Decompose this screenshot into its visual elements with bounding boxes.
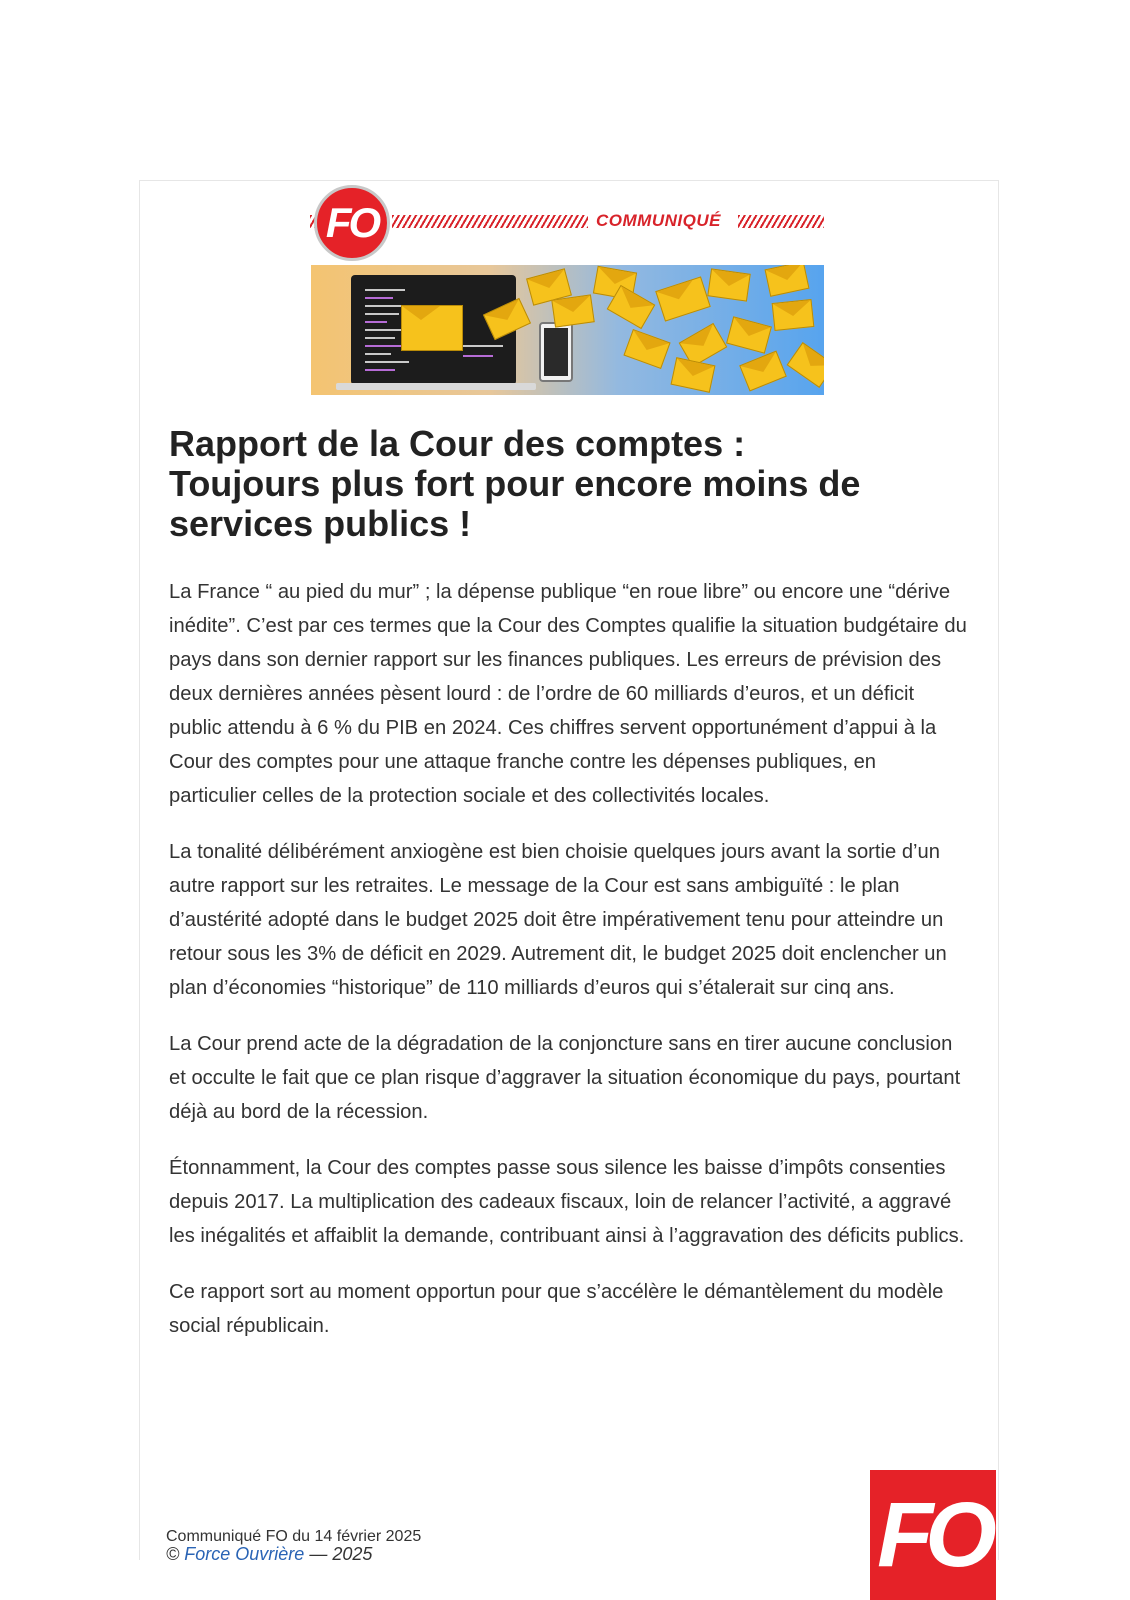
- title-line-1: Rapport de la Cour des comptes :: [169, 423, 746, 464]
- envelope-icon: [787, 342, 824, 388]
- communique-label: COMMUNIQUÉ: [596, 211, 721, 230]
- page-title: [169, 424, 969, 544]
- envelope-icon: [401, 305, 463, 351]
- envelope-icon: [551, 294, 595, 327]
- title-line-3: services publics !: [169, 503, 472, 544]
- envelope-icon: [655, 276, 711, 321]
- footer-year: — 2025: [309, 1544, 373, 1564]
- hatch-decoration: [738, 215, 824, 228]
- envelope-icon: [765, 265, 810, 297]
- communique-header: [310, 185, 825, 260]
- article-body: [169, 575, 969, 1365]
- envelope-icon: [623, 329, 670, 369]
- body-paragraph: La France “ au pied du mur” ; la dépense publique “en roue libre” ou encore une “dérive inédite”. C’est par ces termes que la Cour des Comptes qualifie la situation budgétaire du pays dans son dernier rapport sur les finances publiques. Les erreurs de prévision des deux dernières années pèsent lourd : de l’ordre de 60 milliards d’euros, et un déficit public attendu à 6 % du PIB en 2024. Ces chiffres servent opportunément d’appui à la Cour des comptes pour une attaque franche contre les dépenses publiques, en particulier celles de la protection sociale et des collectivités locales.: [169, 581, 967, 807]
- envelope-icon: [772, 299, 815, 331]
- hatch-decoration: [392, 215, 588, 228]
- phone-icon: [539, 322, 573, 382]
- body-paragraph: Ce rapport sort au moment opportun pour que s’accélère le démantèlement du modèle social républicain.: [169, 1281, 944, 1337]
- laptop-base: [336, 383, 536, 390]
- fo-circle-logo: FO: [314, 185, 390, 261]
- fo-footer-logo: FO: [870, 1470, 996, 1600]
- envelope-icon: [671, 357, 716, 393]
- copyright-symbol: ©: [166, 1544, 180, 1564]
- title-line-2: Toujours plus fort pour encore moins de: [169, 463, 861, 504]
- force-ouvriere-link[interactable]: Force Ouvrière: [184, 1544, 305, 1564]
- body-paragraph: Étonnamment, la Cour des comptes passe sous silence les baisse d’impôts consenties depuis 2017. La multiplication des cadeaux fiscaux, loin de relancer l’activité, a aggravé les inégalités et affaiblit la demande, contribuant ainsi à l’aggravation des déficits publics.: [169, 1157, 965, 1247]
- hero-illustration: [311, 265, 824, 395]
- body-paragraph: La Cour prend acte de la dégradation de la conjoncture sans en tirer aucune conclusion et occulte le fait que ce plan risque d’aggraver la situation économique du pays, pourtant déjà au bord de la récession.: [169, 1033, 961, 1123]
- body-paragraph: La tonalité délibérément anxiogène est bien choisie quelques jours avant la sortie d’un autre rapport sur les retraites. Le message de la Cour est sans ambiguïté : le plan d’austérité adopté dans le budget 2025 doit être impérativement tenu pour atteindre un retour sous les 3% de déficit en 2029. Autrement dit, le budget 2025 doit enclencher un plan d’économies “historique” de 110 milliards d’euros qui s’étalerait sur cinq ans.: [169, 841, 947, 999]
- footer-copyright: [166, 1544, 372, 1565]
- envelope-icon: [726, 316, 772, 353]
- footer-date: Communiqué FO du 14 février 2025: [166, 1528, 422, 1545]
- envelope-icon: [739, 351, 787, 392]
- envelope-icon: [707, 268, 751, 301]
